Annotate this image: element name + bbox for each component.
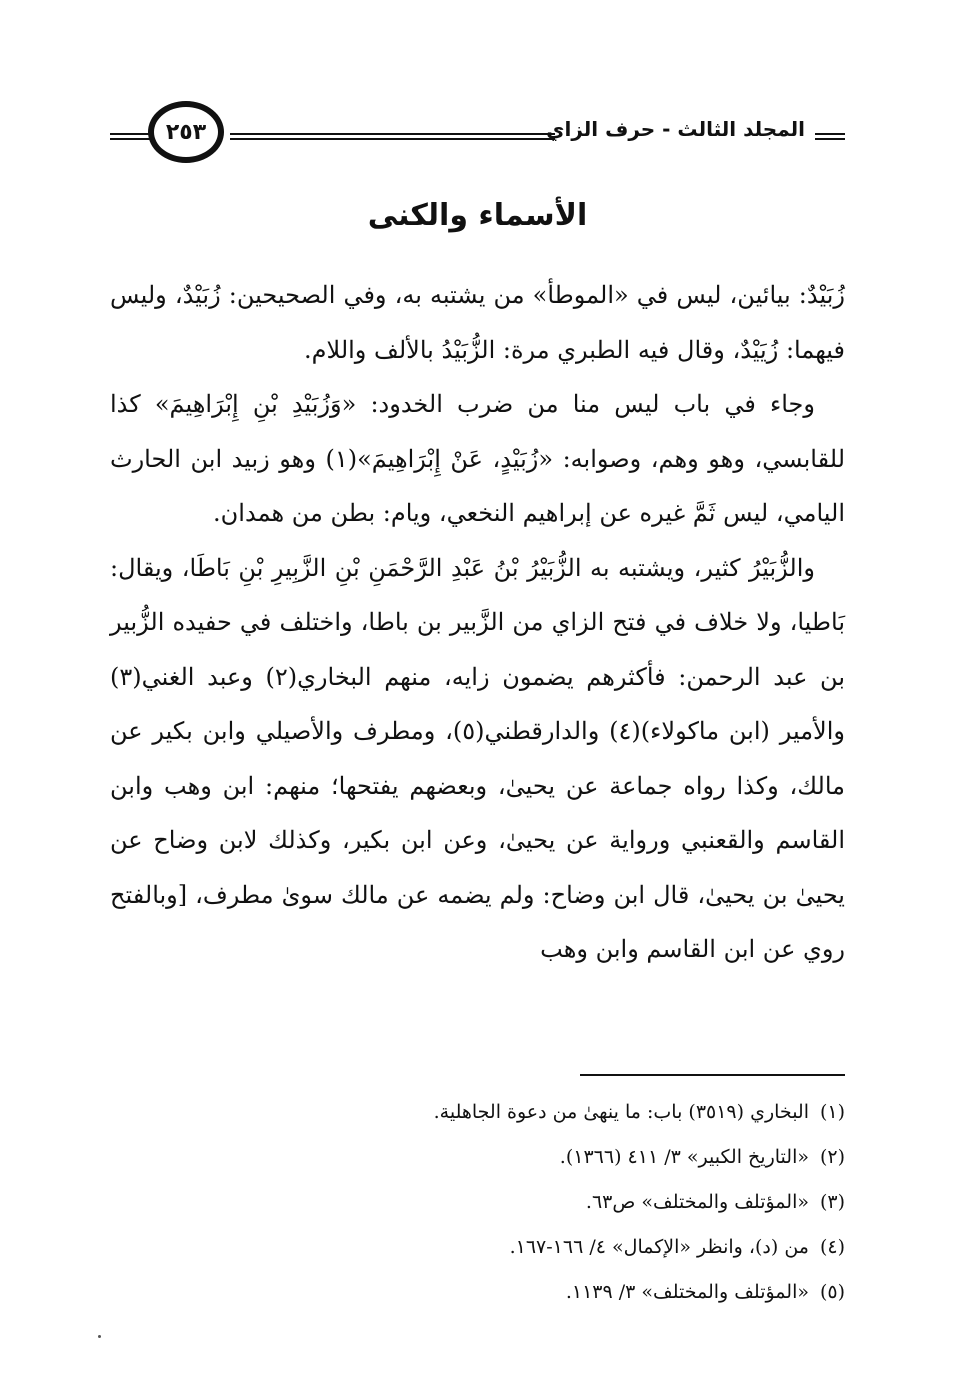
body-text [110, 268, 845, 977]
paragraph: وجاء في باب ليس منا من ضرب الخدود: «وَزُبَيْدِ بْنِ إِبْرَاهِيمَ» كذا للقابسي، وهو وهم، وصوابه: «زُبَيْدٍ، عَنْ إِبْرَاهِيمَ»(١) وهو زبيد ابن الحارث اليامي، ليس ثَمَّ غيره عن إبراهيم النخعي، ويام: بطن من همدان. [110, 390, 845, 527]
section-title: الأسماء والكنى [367, 198, 588, 233]
page-header [110, 95, 845, 165]
footnote [110, 1090, 845, 1135]
footnote-text: «المؤتلف والمختلف» ٣/ ١١٣٩. [565, 1281, 809, 1303]
footnote [110, 1180, 845, 1225]
footnote-number: (٣) [819, 1191, 845, 1213]
footnote-number: (١) [819, 1101, 845, 1123]
footnote-divider [580, 1074, 845, 1076]
footnotes [110, 1090, 845, 1315]
footnote-text: «المؤتلف والمختلف» ص٦٣. [585, 1191, 809, 1213]
footnote [110, 1270, 845, 1315]
header-rule-middle [230, 133, 555, 140]
footnote-text: «التاريخ الكبير» ٣/ ٤١١ (١٣٦٦). [559, 1146, 809, 1168]
paragraph: والزُّبَيْرُ كثير، ويشتبه به الزُّبَيْرُ بْنُ عَبْدِ الرَّحْمَنِ بْنِ الزَّبِيرِ بْنِ بَاطَا، ويقال: بَاطيا، ولا خلاف في فتح الزاي من الزَّبير بن باطا، واختلف في حفيده الزُّبير بن عبد الرحمن: فأكثرهم يضمون زايه، منهم البخاري(٢) وعبد الغني(٣) والأمير (ابن ماكولاء)(٤) والدارقطني(٥)، ومطرف والأصيلي وابن بكير عن مالك، وكذا رواه جماعة عن يحيىٰ، وبعضهم يفتحها؛ منهم: ابن وهب وابن القاسم والقعنبي ورواية عن يحيىٰ، وعن ابن بكير، وكذلك لابن وضاح عن يحيىٰ بن يحيىٰ، قال ابن وضاح: ولم يضمه عن مالك سوىٰ مطرف، [وبالفتح روي عن ابن القاسم وابن وهب [110, 553, 846, 963]
page-number: ٢٥٣ [148, 101, 224, 163]
header-rule-left [110, 133, 150, 140]
footnote-number: (٤) [819, 1236, 845, 1258]
footnote [110, 1225, 845, 1270]
footnote-number: (٥) [819, 1281, 845, 1303]
footnote-text: البخاري (٣٥١٩) باب: ما ينهىٰ من دعوة الجاهلية. [433, 1101, 809, 1123]
footnote [110, 1135, 845, 1180]
header-title: المجلد الثالث - حرف الزاي [546, 117, 805, 141]
paragraph: زُبَيْدٌ: بيائين، ليس في «الموطأ» من يشتبه به، وفي الصحيحين: زُبَيْدٌ، وليس فيهما: زُيَيْدٌ، وقال فيه الطبري مرة: الزُّبَيْدُ بالألف واللام. [110, 281, 845, 364]
scan-speck [98, 1335, 101, 1338]
footnote-text: من (د)، وانظر «الإكمال» ٤/ ١٦٦-١٦٧. [509, 1236, 809, 1258]
header-rule-right [815, 133, 845, 140]
footnote-number: (٢) [819, 1146, 845, 1168]
